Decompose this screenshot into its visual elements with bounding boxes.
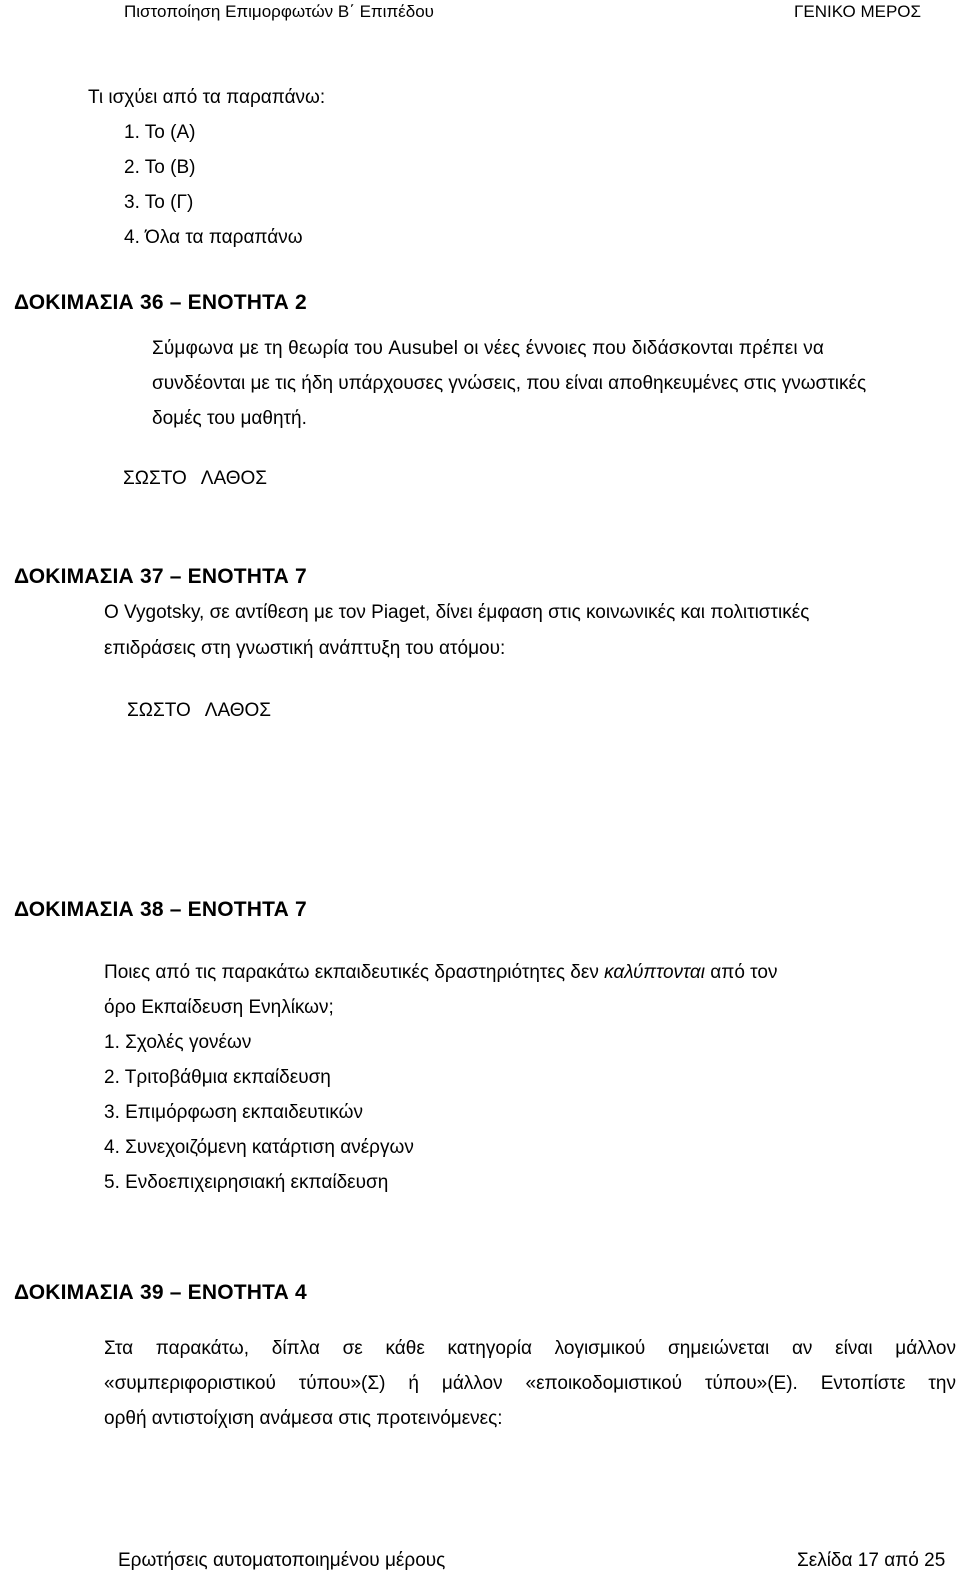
- q38-option: 4. Συνεχοιζόμενη κατάρτιση ανέργων: [104, 1137, 414, 1158]
- footer-left: Ερωτήσεις αυτοματοποιημένου μέρους: [118, 1550, 446, 1571]
- q36-false-option[interactable]: ΛΑΘΟΣ: [200, 468, 268, 489]
- q38-line-1: [104, 962, 777, 984]
- q37-false-option[interactable]: ΛΑΘΟΣ: [204, 700, 272, 721]
- q37-answer-options: [127, 700, 271, 722]
- q36-text-line: [152, 338, 910, 360]
- q38-option: 1. Σχολές γονέων: [104, 1032, 252, 1053]
- q38-line-1-end: από τον: [704, 962, 778, 983]
- q39-paragraph: [104, 1331, 956, 1436]
- q39-line-3: ορθή αντιστοίχιση ανάμεσα στις προτεινόμενες:: [104, 1408, 503, 1429]
- q35-prompt: Τι ισχύει από τα παραπάνω:: [88, 87, 326, 108]
- q39-line-1: Στα παρακάτω, δίπλα σε κάθε κατηγορία λογισμικού σημειώνεται αν είναι μάλλον: [104, 1338, 956, 1359]
- q36-true-option[interactable]: ΣΩΣΤΟ: [123, 468, 187, 489]
- q38-line-2: όρο Εκπαίδευση Ενηλίκων;: [104, 997, 334, 1018]
- header-right: ΓΕΝΙΚΟ ΜΕΡΟΣ: [794, 2, 922, 21]
- q35-option: 2. Το (Β): [124, 157, 196, 178]
- q38-line-1-emphasis: καλύπτονται: [604, 962, 705, 983]
- q35-option: 3. Το (Γ): [124, 192, 194, 213]
- q37-heading: ΔΟΚΙΜΑΣΙΑ 37 – ΕΝΟΤΗΤΑ 7: [14, 565, 307, 588]
- footer-page-number: Σελίδα 17 από 25: [797, 1550, 946, 1571]
- q36-heading: ΔΟΚΙΜΑΣΙΑ 36 – ΕΝΟΤΗΤΑ 2: [14, 291, 307, 314]
- q38-option: 3. Επιμόρφωση εκπαιδευτικών: [104, 1102, 363, 1123]
- q39-line-2: «συμπεριφοριστικού τύπου»(Σ) ή μάλλον «εποικοδομιστικού τύπου»(Ε). Εντοπίστε την: [104, 1373, 956, 1394]
- q38-option: 5. Ενδοεπιχειρησιακή εκπαίδευση: [104, 1172, 389, 1193]
- q38-option: 2. Τριτοβάθμια εκπαίδευση: [104, 1067, 331, 1088]
- header-left: Πιστοποίηση Επιμορφωτών Β΄ Επιπέδου: [124, 2, 434, 21]
- q36-line-3: δομές του μαθητή.: [152, 408, 307, 429]
- q38-heading: ΔΟΚΙΜΑΣΙΑ 38 – ΕΝΟΤΗΤΑ 7: [14, 898, 307, 921]
- q37-true-option[interactable]: ΣΩΣΤΟ: [127, 700, 191, 721]
- q36-line-2: συνδέονται με τις ήδη υπάρχουσες γνώσεις, που είναι αποθηκευμένες στις γνωστικές: [152, 373, 867, 394]
- q35-option: 4. Όλα τα παραπάνω: [124, 227, 303, 248]
- q35-option: 1. Το (Α): [124, 122, 196, 143]
- q37-line-1: Ο Vygotsky, σε αντίθεση με τον Piaget, δίνει έμφαση στις κοινωνικές και πολιτιστικές: [104, 602, 810, 623]
- q36-answer-options: [123, 468, 267, 490]
- q38-line-1-start: Ποιες από τις παρακάτω εκπαιδευτικές δραστηριότητες δεν: [104, 962, 605, 983]
- q36-line-1: Σύμφωνα με τη θεωρία του Ausubel οι νέες έννοιες που διδάσκονται πρέπει να: [152, 338, 824, 359]
- q39-heading: ΔΟΚΙΜΑΣΙΑ 39 – ΕΝΟΤΗΤΑ 4: [14, 1281, 307, 1304]
- q37-line-2: επιδράσεις στη γνωστική ανάπτυξη του ατόμου:: [104, 638, 506, 659]
